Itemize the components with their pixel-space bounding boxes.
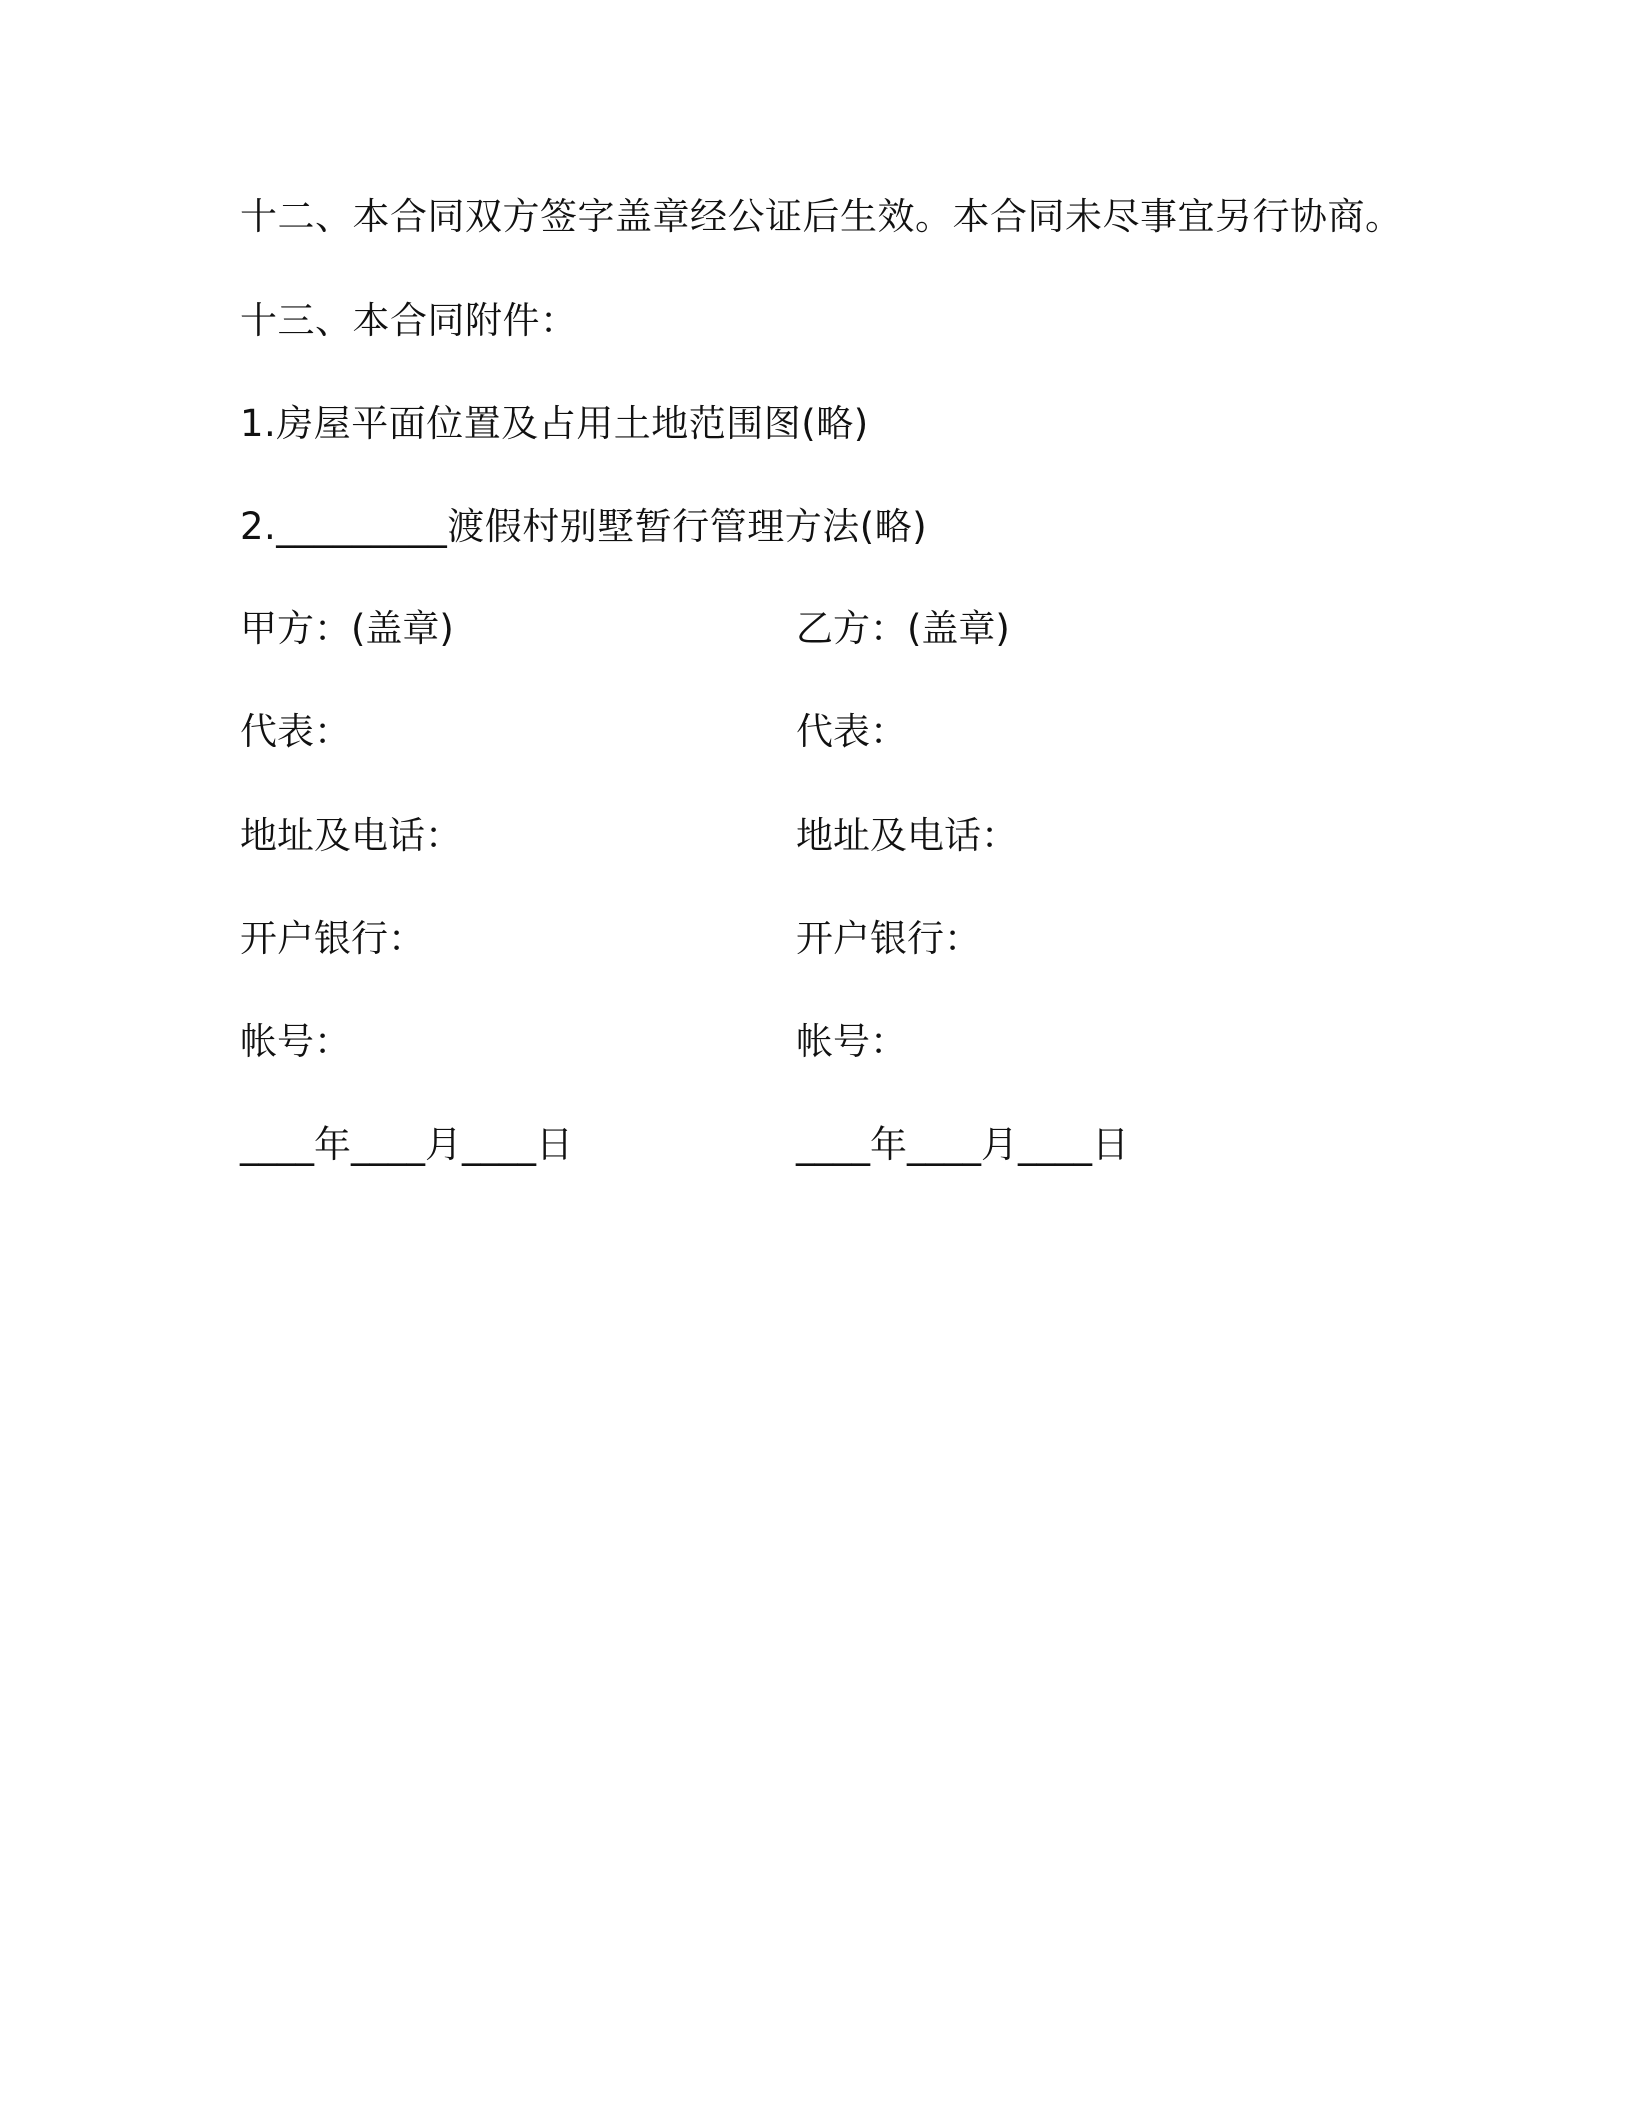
party-b-account: 帐号： — [796, 1020, 907, 1063]
attachment-1: 1.房屋平面位置及占用土地范围图(略) — [240, 402, 869, 445]
party-b-bank: 开户银行： — [796, 917, 981, 960]
clause-13-heading: 十三、本合同附件： — [240, 299, 578, 342]
party-b-date: ____年____月____日 — [796, 1123, 1129, 1166]
party-a-seal: 甲方：(盖章) — [240, 607, 454, 650]
party-b-representative: 代表： — [796, 710, 907, 753]
party-b-address-phone: 地址及电话： — [796, 814, 1018, 857]
party-a-address-phone: 地址及电话： — [240, 814, 462, 857]
clause-12: 十二、本合同双方签字盖章经公证后生效。本合同未尽事宜另行协商。 — [240, 195, 1403, 238]
party-a-account: 帐号： — [240, 1020, 351, 1063]
party-a-bank: 开户银行： — [240, 917, 425, 960]
attachment-2: 2._________渡假村别墅暂行管理方法(略) — [240, 505, 928, 548]
party-b-seal: 乙方：(盖章) — [796, 607, 1010, 650]
party-a-date: ____年____月____日 — [240, 1123, 573, 1166]
party-a-representative: 代表： — [240, 710, 351, 753]
